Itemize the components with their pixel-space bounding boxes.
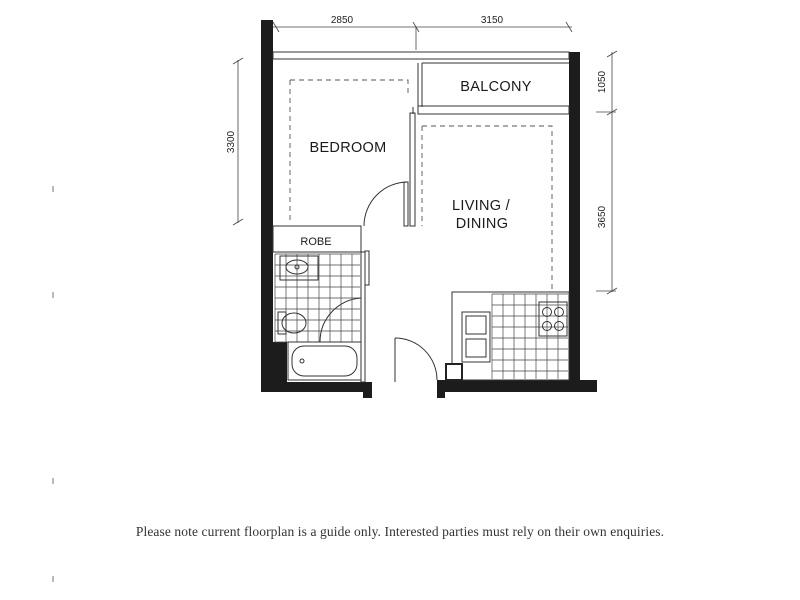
room-label-balcony: BALCONY [460, 79, 532, 95]
scan-specks [52, 186, 54, 582]
room-label-bedroom: BEDROOM [309, 140, 387, 156]
dim-top-right: 3150 [480, 15, 504, 26]
room-label-living-line2: DINING [455, 216, 509, 232]
entry-door [395, 338, 437, 382]
bathtub [288, 342, 361, 380]
bedroom-door [364, 182, 408, 226]
room-label-robe: ROBE [300, 236, 332, 248]
room-label-living-line1: LIVING / [452, 198, 510, 214]
dim-right-lower: 3650 [597, 205, 608, 229]
sliding-door [365, 251, 369, 285]
kitchen-sink [462, 312, 490, 362]
dashed-outlines [290, 80, 552, 292]
fridge-space [446, 364, 462, 380]
exterior-walls [261, 20, 597, 398]
dim-left: 3300 [226, 130, 237, 154]
dim-top-left: 2850 [330, 15, 354, 26]
cooktop [539, 302, 567, 336]
disclaimer-note: Please note current floorplan is a guide only. Interested parties must rely on their own enquiries. [135, 524, 665, 539]
dim-right-upper: 1050 [597, 70, 608, 94]
